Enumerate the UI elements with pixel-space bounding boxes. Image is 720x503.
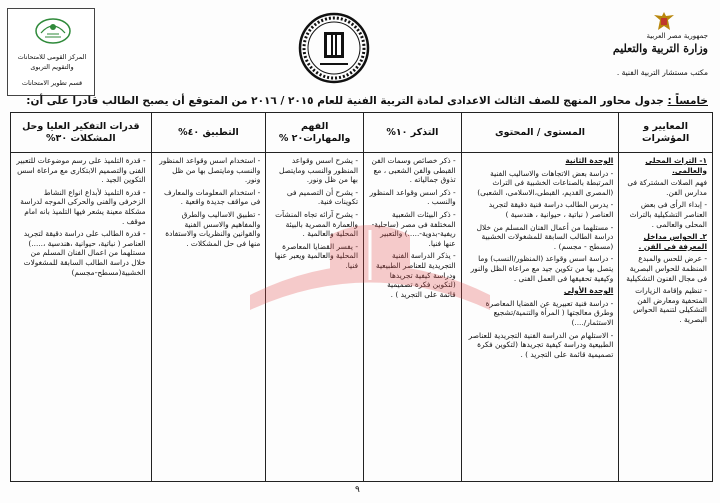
understand-item: - يشرح أن التصميم فى تكوينات فنية. [286, 187, 358, 207]
ministry-header [602, 8, 712, 78]
exam-center-emblem-icon [33, 15, 73, 45]
criteria-body [619, 153, 712, 331]
exam-center-logo-box [7, 8, 95, 96]
arts-office-seal-icon [296, 10, 372, 86]
content-body [462, 153, 619, 365]
header-recall: التذكر ١٠% [364, 113, 461, 153]
ministry-country: جمهورية مصر العربية [646, 32, 708, 40]
recall-body [364, 153, 461, 305]
higher-item: - قدرة التلميذ لأبداع انواع النشاط الزخرفى والفنى والحركى الموجه لدراسة مشكلة معينة يشعر فيها التلميذ بانه امام موقف . [20, 187, 146, 226]
exam-center-line2: والتقويم التربوى [30, 63, 74, 71]
content-item: - دراسة بعض الاتجاهات والاساليب الفنية المرتبطة بالصناعات الخشبية فى التراث (المصرى القديم، القبطى،الاسلامى، الشعبى) [477, 168, 614, 197]
title-number: خامساً : [667, 95, 708, 107]
recall-item: - ذكر اسس وقواعد المنظور والنسب . [369, 187, 456, 207]
understand-item: - يفسر القضايا المعاصرة المحلية والعالمية ويعبر عنها فنيا. [274, 241, 358, 270]
exam-center-line1: المركز القومى للامتحانات [17, 53, 87, 61]
content-item: - الاستلهام من الدراسة الفنية التجريدية للعناصر الطبيعية ودراسة كيفية تجريدها (لتكوين فكرة تصميمية قائمة على التجريد ) . [468, 330, 614, 359]
ministry-name: وزارة التربية والتعليم [612, 42, 708, 55]
page-title [8, 95, 708, 107]
header-criteria: المعايير و المؤشرات [619, 113, 712, 153]
column-recall [363, 113, 461, 481]
column-content [461, 113, 619, 481]
understand-item: - يشرح آرائه تجاه المنشآت والعمارة المصرية بالبيئة المحلية والعالمية . [275, 209, 358, 239]
apply-item: - استخدام المعلومات والمعارف فى مواقف جديدة واقعية . [164, 187, 261, 207]
column-apply [151, 113, 266, 481]
understand-item: - يشرح اسس وقواعد المنظور والنسب ومايتصل بها من ظل ونور. [279, 156, 358, 185]
criteria-item: ١- التراث المحلى والعالمى. [645, 156, 707, 175]
exam-center-line3: قسم تطوير الامتحانات [21, 79, 83, 87]
higher-item: - قدرة التلميذ على رسم موضوعات للتعبير الفنى والتصميم الابتكارى مع مراعاة اسس التكوين الجيد . [16, 156, 146, 185]
column-understand [265, 113, 363, 481]
criteria-item: - إبداء الرأى فى بعض العناصر التشكيلية بالتراث المحلى والعالمى . [629, 200, 707, 229]
ministry-office: مكتب مستشار التربية الفنية . [616, 68, 708, 77]
recall-item: - ذكر خصائص وسمات الفن القبطى والفن الشعبى ، مع تذوق جمالياته . [371, 156, 456, 185]
criteria-item: ٢ـ الحواس مداخل المعرفة فى الفن . [638, 232, 707, 251]
content-item: الوحدة الثانية [565, 156, 614, 165]
content-item: - يدرس الطالب دراسة فنية دقيقة لتجريد العناصر ( نباتية ، حيوانية ، هندسية ) [488, 200, 614, 219]
criteria-item: - عرض للحس والمبدع المنظمة للحواس البصرية فى مجال الفنون التشكيلية [626, 254, 707, 283]
criteria-item: فهم الصلات المشتركة فى مدارس الفن. [627, 178, 707, 197]
header-higher-thinking: قدرات التفكير العليا وحل المشكلات ٣٠% [11, 113, 151, 153]
title-text: جدول محاور المنهج للصف الثالث الاعدادى لمادة التربية الفنية للعام ٢٠١٥ / ٢٠١٦ من المتوقع أن يصبح الطالب قادرا على أن: [26, 95, 668, 107]
curriculum-table [10, 112, 713, 482]
header-apply: التطبيق ٤٠% [152, 113, 266, 153]
apply-item: - استخدام اسس وقواعد المنظور والنسب ومايتصل بها من ظل ونور. [159, 156, 261, 185]
eagle-emblem-icon [652, 10, 676, 32]
recall-item: - ذكر البيئات الشعبية المختلفة فى مصر (ساحلية-ريفية-بدوية-.....) والتعبير عنها فنيا. [371, 209, 456, 248]
column-criteria [618, 113, 712, 481]
understand-body [266, 153, 363, 277]
apply-body [152, 153, 266, 254]
criteria-item: - تنظيم وإقامة الزيارات المتحفية ومعارض الفن التشكيلى لتنمية الحواس البصرية . [633, 286, 707, 324]
apply-item: - تطبيق الاساليب والطرق والمفاهيم والاسس الفنية والقوانين والنظريات والاستفادة منها فى حل المشكلات . [165, 209, 261, 248]
recall-item: - يذكر الدراسة الفنية التجريدية للعناصر الطبيعية ودراسة كيفية تجريدها (لتكوين فكرة تصميمية قائمة على التجريد ) . [375, 251, 456, 299]
content-item: - مستلهما من أعمال الفنان المسلم من خلال دراسة الطالب السابقة للمشغولات الخشبية (مسطح - مجسم) . [476, 222, 614, 251]
page-number: ٩ [355, 485, 360, 495]
content-item: - دراسة اسس وقواعد (المنظور/النسب) وما يتصل بها من تكوين جيد مع مراعاة الظل والنور وكيفية تحقيقها فى العمل الفنى . [470, 254, 614, 283]
content-item: - دراسة فنية تعبيرية عن القضايا المعاصرة وطرق معالجتها ( المرأة والتنمية/تشجيع الاستثمار/....) [485, 298, 614, 327]
higher-item: - قدرة الطالب على دراسة دقيقة لتجريد العناصر ( نباتية، حيوانية ،هندسية ،.....) مستلهما من اعمال الفنان المسلم من خلال دراسة الطالب السابقة للمشغولات الخشبية(مسطح-مجسم) [23, 229, 146, 277]
higher-body [11, 153, 151, 283]
header-understand: الفهم والمهارات٢٠ % [266, 113, 363, 153]
header-content: المستوى / المحتوى [462, 113, 619, 153]
content-item: الوحدة الأولى [563, 286, 614, 296]
column-higher-thinking [11, 113, 151, 481]
